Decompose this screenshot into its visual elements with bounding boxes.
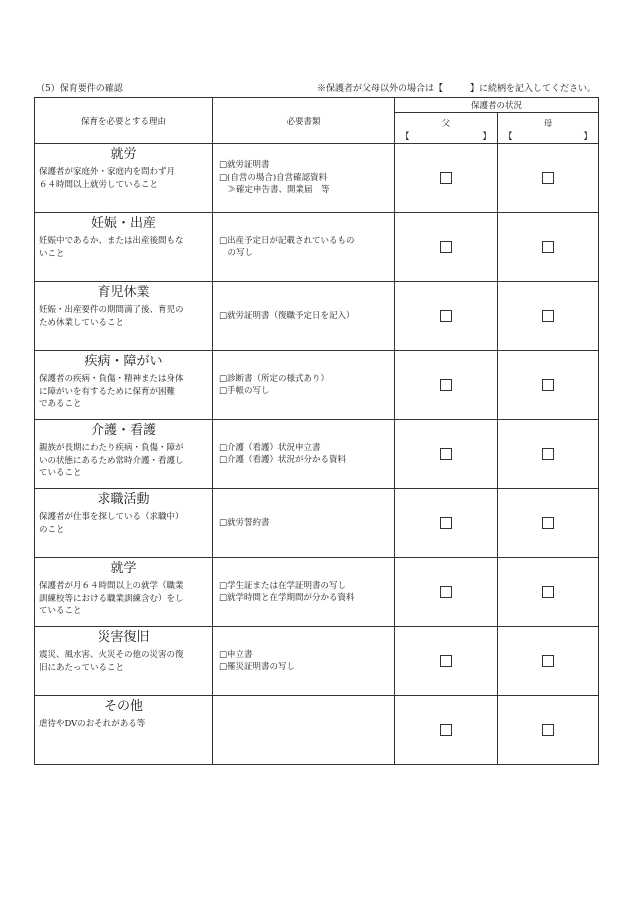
required-documents: □就労誓約書 [219,517,270,528]
table-row [35,696,599,765]
reason-description: 保護者が月６４時間以上の就学（職業 訓練校等における職業訓練含む）をし ていること [39,581,184,616]
reason-column-header: 保育を必要とする理由 [35,98,213,144]
mother-checkbox[interactable] [542,241,554,253]
table-row [35,558,599,627]
relationship-note: ※保護者が父母以外の場合は【 】に続柄を記入してください。 [316,84,596,94]
mother-checkbox[interactable] [542,724,554,736]
documents-column-header: 必要書類 [213,98,395,144]
reason-description: 保護者が仕事を探している（求職中） のこと [39,512,184,535]
mother-checkbox[interactable] [542,310,554,322]
mother-checkbox[interactable] [542,517,554,529]
reason-title: 疾病・障がい [84,354,163,369]
father-label: 父 [441,119,451,129]
reason-title: 介護・看護 [90,423,156,438]
father-checkbox[interactable] [440,655,452,667]
bracket-close: 】 [583,132,593,142]
mother-checkbox[interactable] [542,655,554,667]
father-checkbox[interactable] [440,310,452,322]
mother-checkbox[interactable] [542,172,554,184]
reason-description: 虐待やDVのおそれがある等 [39,719,146,729]
reason-description: 妊娠中であるか、または出産後間もな いこと [39,236,184,259]
table-row [35,213,599,282]
reason-title: 就労 [110,147,137,162]
table-row [35,351,599,420]
section-title: （5）保育要件の確認 [36,84,123,94]
childcare-requirement-table [34,97,599,765]
reason-title: 妊娠・出産 [90,216,156,231]
father-checkbox[interactable] [440,517,452,529]
father-checkbox[interactable] [440,379,452,391]
bracket-open: 【 [401,132,410,142]
table-row [35,627,599,696]
reason-title: 求職活動 [97,492,150,507]
required-documents: □申立書 □罹災証明書の写し [219,649,296,672]
table-row [35,282,599,351]
father-checkbox[interactable] [440,448,452,460]
mother-column-header [498,113,599,144]
father-checkbox[interactable] [440,586,452,598]
mother-checkbox[interactable] [542,586,554,598]
reason-description: 震災、風水害、火災その他の災害の復 旧にあたっていること [39,650,184,673]
reason-title: 育児休業 [97,285,150,300]
reason-description: 保護者の疾病・負傷・精神または身体 に障がいを有するために保育が困難 であること [39,374,184,409]
mother-label: 母 [543,119,553,129]
bracket-open: 【 [504,132,513,142]
required-documents: □出産予定日が記載されているもの の写し [219,235,355,258]
father-checkbox[interactable] [440,241,452,253]
father-column-header [395,113,498,144]
required-documents: □診断書（所定の様式あり） □手帳の写し [219,373,330,396]
required-documents: □就労証明書（復職予定日を記入） [219,310,355,321]
guardian-status-header: 保護者の状況 [395,98,599,113]
mother-checkbox[interactable] [542,379,554,391]
father-checkbox[interactable] [440,724,452,736]
required-documents: □介護（看護）状況申立書 □介護（看護）状況が分かる資料 [219,442,347,465]
reason-title: 災害復旧 [97,630,150,645]
section-header [36,82,596,96]
table-row [35,420,599,489]
reason-description: 保護者が家庭外・家庭内を問わず月 ６４時間以上就労していること [39,167,176,190]
reason-title: 就学 [110,561,137,576]
reason-description: 妊娠・出産要件の期間満了後、育児の ため休業していること [39,305,184,328]
reason-title: その他 [103,699,143,714]
father-checkbox[interactable] [440,172,452,184]
mother-checkbox[interactable] [542,448,554,460]
reason-description: 親族が長期にわたり疾病・負傷・障が いの状態にあるため常時介護・看護し ていること [39,443,184,478]
table-row [35,489,599,558]
required-documents: □学生証または在学証明書の写し □就学時間と在学期間が分かる資料 [219,580,355,603]
table-row [35,144,599,213]
required-documents: □就労証明書 □(自営の場合)自営確認資料 ≫確定申告書、開業届 等 [219,160,330,196]
bracket-close: 】 [482,132,491,142]
